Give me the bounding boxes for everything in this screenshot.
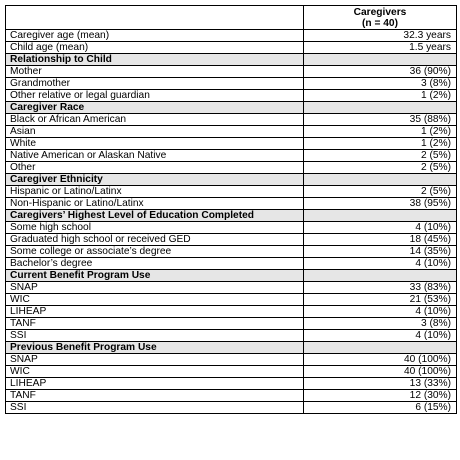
row-value: 2 (5%) (304, 162, 457, 174)
section-title: Caregiver Race (6, 102, 304, 114)
row-value: 4 (10%) (304, 330, 457, 342)
section-header-row (6, 210, 457, 222)
section-title: Previous Benefit Program Use (6, 342, 304, 354)
row-value: 38 (95%) (304, 198, 457, 210)
row-value: 3 (8%) (304, 318, 457, 330)
table-row (6, 402, 457, 414)
row-label: Asian (6, 126, 304, 138)
row-value: 2 (5%) (304, 150, 457, 162)
table-row (6, 306, 457, 318)
section-header-row (6, 54, 457, 66)
section-header-row (6, 174, 457, 186)
row-label: SSI (6, 402, 304, 414)
header-label-column (6, 6, 304, 30)
row-label: WIC (6, 294, 304, 306)
table-row (6, 366, 457, 378)
row-label: Some college or associate’s degree (6, 246, 304, 258)
demographics-table (5, 5, 457, 414)
row-label: Caregiver age (mean) (6, 30, 304, 42)
table-row (6, 186, 457, 198)
row-value: 4 (10%) (304, 306, 457, 318)
row-value: 35 (88%) (304, 114, 457, 126)
table-row (6, 42, 457, 54)
row-label: Other relative or legal guardian (6, 90, 304, 102)
table-row (6, 30, 457, 42)
row-label: Black or African American (6, 114, 304, 126)
table-row (6, 234, 457, 246)
table-row (6, 318, 457, 330)
row-label: TANF (6, 318, 304, 330)
row-value: 32.3 years (304, 30, 457, 42)
row-value: 14 (35%) (304, 246, 457, 258)
row-value: 1 (2%) (304, 138, 457, 150)
row-label: SSI (6, 330, 304, 342)
table-row (6, 66, 457, 78)
table-body (6, 30, 457, 414)
row-value: 4 (10%) (304, 258, 457, 270)
table-row (6, 138, 457, 150)
table-row (6, 78, 457, 90)
row-label: LIHEAP (6, 378, 304, 390)
section-header-row (6, 270, 457, 282)
section-header-row (6, 342, 457, 354)
row-value: 3 (8%) (304, 78, 457, 90)
table-row (6, 150, 457, 162)
row-label: WIC (6, 366, 304, 378)
row-label: SNAP (6, 354, 304, 366)
row-label: LIHEAP (6, 306, 304, 318)
row-label: Mother (6, 66, 304, 78)
row-value: 21 (53%) (304, 294, 457, 306)
section-value-empty (304, 174, 457, 186)
row-label: Non-Hispanic or Latino/Latinx (6, 198, 304, 210)
section-value-empty (304, 102, 457, 114)
row-value: 4 (10%) (304, 222, 457, 234)
table-row (6, 258, 457, 270)
table-row (6, 198, 457, 210)
row-label: Some high school (6, 222, 304, 234)
row-value: 36 (90%) (304, 66, 457, 78)
row-label: Graduated high school or received GED (6, 234, 304, 246)
row-value: 1 (2%) (304, 90, 457, 102)
table-row (6, 162, 457, 174)
row-value: 2 (5%) (304, 186, 457, 198)
header-caregivers-title: Caregivers (353, 7, 407, 18)
row-label: Other (6, 162, 304, 174)
row-value: 1.5 years (304, 42, 457, 54)
section-title: Caregiver Ethnicity (6, 174, 304, 186)
table-row (6, 90, 457, 102)
row-label: Bachelor’s degree (6, 258, 304, 270)
table-row (6, 330, 457, 342)
section-value-empty (304, 270, 457, 282)
row-value: 6 (15%) (304, 402, 457, 414)
table-row (6, 126, 457, 138)
row-label: Grandmother (6, 78, 304, 90)
section-title: Current Benefit Program Use (6, 270, 304, 282)
row-label: Child age (mean) (6, 42, 304, 54)
row-label: Native American or Alaskan Native (6, 150, 304, 162)
table-header-row (6, 6, 457, 30)
section-value-empty (304, 54, 457, 66)
row-value: 12 (30%) (304, 390, 457, 402)
section-title: Relationship to Child (6, 54, 304, 66)
section-title: Caregivers’ Highest Level of Education Completed (6, 210, 304, 222)
row-label: TANF (6, 390, 304, 402)
row-value: 40 (100%) (304, 354, 457, 366)
table-row (6, 294, 457, 306)
header-caregivers-column (304, 6, 457, 30)
row-value: 33 (83%) (304, 282, 457, 294)
table-row (6, 114, 457, 126)
table-row (6, 378, 457, 390)
table-row (6, 282, 457, 294)
row-label: Hispanic or Latino/Latinx (6, 186, 304, 198)
row-label: White (6, 138, 304, 150)
row-value: 13 (33%) (304, 378, 457, 390)
section-header-row (6, 102, 457, 114)
table-row (6, 390, 457, 402)
row-value: 1 (2%) (304, 126, 457, 138)
table-row (6, 354, 457, 366)
row-value: 18 (45%) (304, 234, 457, 246)
table-row (6, 222, 457, 234)
header-sample-size: (n = 40) (362, 18, 398, 29)
row-value: 40 (100%) (304, 366, 457, 378)
section-value-empty (304, 210, 457, 222)
table-row (6, 246, 457, 258)
section-value-empty (304, 342, 457, 354)
demographics-table-container (5, 5, 457, 414)
row-label: SNAP (6, 282, 304, 294)
